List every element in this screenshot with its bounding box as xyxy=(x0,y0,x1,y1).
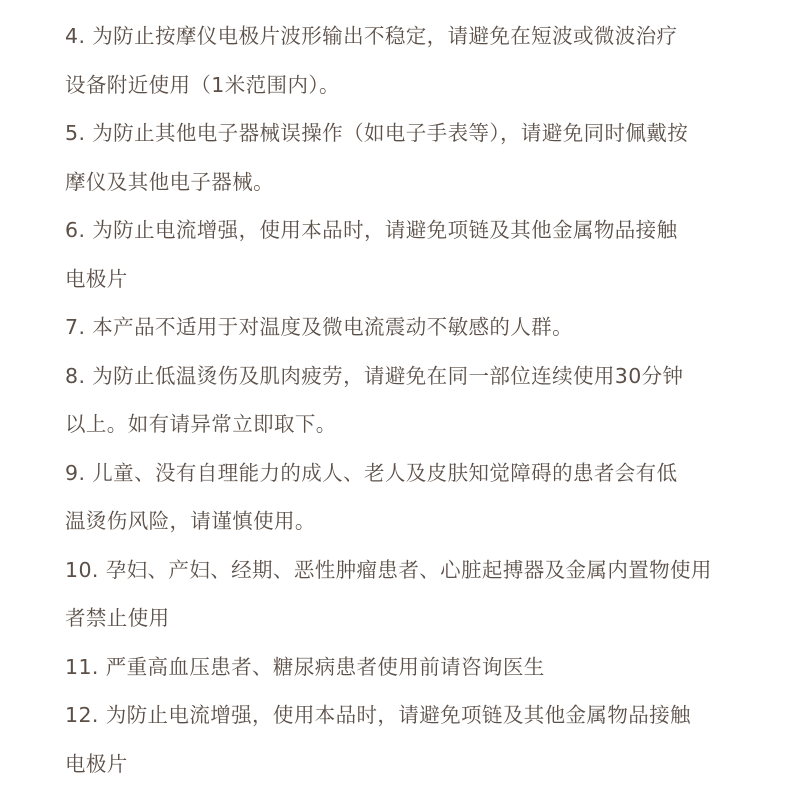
notice-5-line-2: 摩仪及其他电子器械。 xyxy=(65,169,274,194)
notice-4-line-1: 4. 为防止按摩仪电极片波形输出不稳定，请避免在短波或微波治疗 xyxy=(65,24,678,48)
notice-9-line-1: 9. 儿童、没有自理能力的成人、老人及皮肤知觉障碍的患者会有低 xyxy=(65,460,678,485)
notice-list xyxy=(65,12,765,788)
notice-9-line-2: 温烫伤风险，请谨慎使用。 xyxy=(65,509,316,533)
notice-7-line-1: 7. 本产品不适用于对温度及微电流震动不敏感的人群。 xyxy=(65,315,573,339)
notice-8-line-2: 以上。如有请异常立即取下。 xyxy=(65,412,337,436)
notice-5-line-1: 5. 为防止其他电子器械误操作（如电子手表等），请避免同时佩戴按 xyxy=(65,121,689,145)
notice-8-line-1: 8. 为防止低温烫伤及肌肉疲劳，请避免在同一部位连续使用30分钟 xyxy=(65,363,684,388)
notice-10-line-2: 者禁止使用 xyxy=(65,606,170,630)
notice-10-line-1: 10. 孕妇、产妇、经期、恶性肿瘤患者、心脏起搏器及金属内置物使用 xyxy=(65,557,712,582)
notice-6-line-2: 电极片 xyxy=(65,266,128,291)
notice-12-line-1: 12. 为防止电流增强，使用本品时，请避免项链及其他金属物品接触 xyxy=(65,703,691,727)
notice-6-line-1: 6. 为防止电流增强，使用本品时，请避免项链及其他金属物品接触 xyxy=(65,218,678,242)
notice-12-line-2: 电极片 xyxy=(65,751,128,776)
notice-4-line-2: 设备附近使用（1米范围内）。 xyxy=(65,72,340,97)
notice-11-line-1: 11. 严重高血压患者、糖尿病患者使用前请咨询医生 xyxy=(65,654,545,679)
